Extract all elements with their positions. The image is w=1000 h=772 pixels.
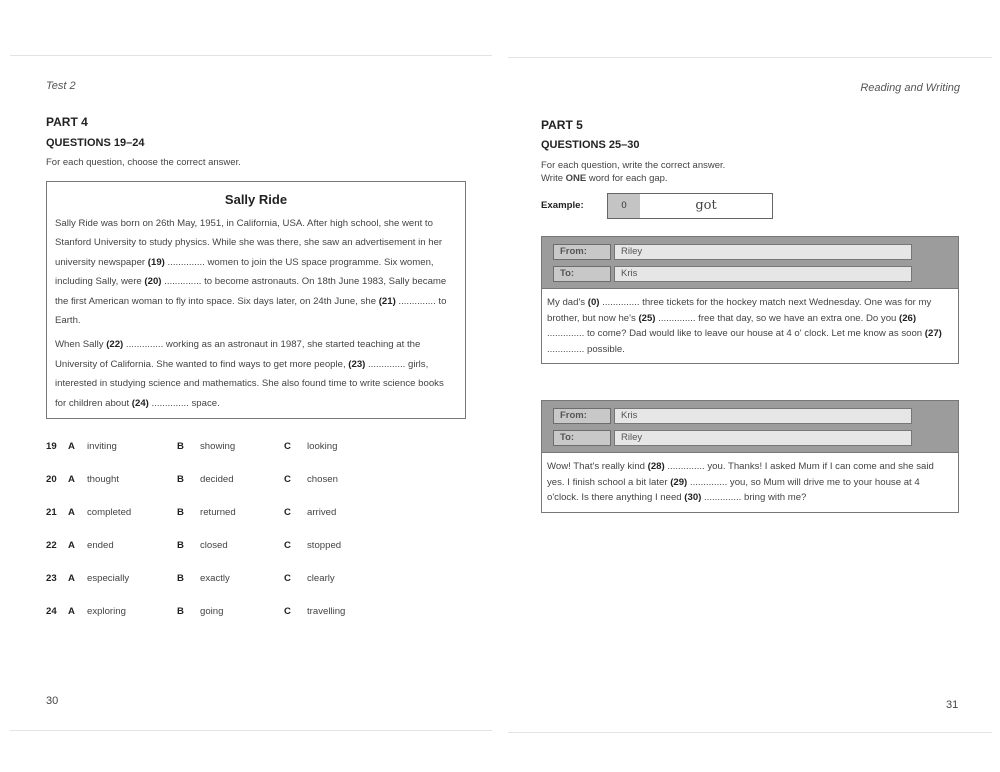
option-letter: B [177, 540, 184, 551]
question-number: 24 [46, 606, 57, 617]
running-head: Reading and Writing [860, 82, 960, 94]
option-c[interactable]: chosen [307, 474, 338, 485]
option-letter: B [177, 507, 184, 518]
option-letter: C [284, 474, 291, 485]
from-label: From: [553, 244, 611, 260]
passage-text: .............. to Earth. [55, 295, 447, 327]
instruction: For each question, write the correct answer. [541, 160, 726, 171]
question-number: 20 [46, 474, 57, 485]
option-letter: A [68, 573, 75, 584]
email-kris-to-riley [541, 400, 959, 513]
page-number: 30 [46, 695, 59, 707]
option-letter: C [284, 540, 291, 551]
gap-number: (27) [924, 328, 942, 340]
instruction-text: word for each gap. [586, 173, 668, 184]
gap-number: (30) [684, 492, 702, 504]
option-letter: A [68, 441, 75, 452]
instruction [541, 173, 668, 184]
to-label: To: [553, 430, 611, 446]
option-row [46, 606, 466, 639]
gap-number: (29) [670, 476, 688, 488]
option-c[interactable]: clearly [307, 573, 335, 584]
option-row [46, 441, 466, 474]
passage-title: Sally Ride [224, 192, 288, 207]
option-letter: A [68, 540, 75, 551]
reading-passage [46, 181, 466, 419]
option-row [46, 573, 466, 606]
option-b[interactable]: going [200, 606, 224, 617]
question-number: 23 [46, 573, 57, 584]
question-number: 21 [46, 507, 57, 518]
to-field: Kris [614, 266, 912, 282]
email-text: .............. possible. [547, 343, 625, 355]
gap-number: (0) [587, 297, 600, 308]
option-letter: B [177, 474, 184, 485]
option-a[interactable]: inviting [87, 441, 117, 452]
option-c[interactable]: looking [307, 441, 338, 452]
email-body [542, 453, 958, 512]
option-letter: A [68, 507, 75, 518]
option-letter: A [68, 606, 75, 617]
passage-text: .............. women to join the US space programme. Six women, including Sally, were [55, 256, 434, 288]
passage-text: When Sally [55, 339, 107, 351]
passage-text: .............. working as an astronaut in 1987, she started teaching at the University of California. She wanted to find ways to get more people, [55, 339, 421, 370]
option-a[interactable]: completed [87, 507, 132, 518]
instruction-emphasis: ONE [565, 173, 587, 184]
bottom-rule [10, 730, 492, 731]
passage-paragraph [55, 335, 457, 413]
example-box [607, 193, 773, 219]
instruction-text: Write [541, 173, 566, 184]
passage-text: .............. to become astronauts. On 18th June 1983, Sally became the first American woman to fly into space. Six days later, on 24th June, she [55, 276, 447, 307]
bottom-rule [508, 732, 992, 733]
passage-text: .............. girls, interested in studying science and mathematics. She also found time to write science books for children about [55, 358, 444, 409]
from-label: From: [553, 408, 611, 424]
option-letter: C [284, 441, 291, 452]
gap-number: (25) [638, 312, 656, 324]
passage-text: Sally Ride was born on 26th May, 1951, in California, USA. After high school, she went to Stanford University to study physics. While she was there, she saw an advertisement in her university newspaper [55, 218, 443, 268]
email-text: My dad's [547, 297, 588, 308]
gap-number: (22) [106, 339, 124, 351]
email-header [542, 237, 958, 289]
email-body [542, 289, 958, 363]
questions-title: QUESTIONS 25–30 [541, 139, 640, 151]
top-rule [508, 57, 992, 58]
option-a[interactable]: especially [87, 573, 130, 584]
email-text: Wow! That's really kind [547, 461, 648, 472]
gap-number: (19) [147, 256, 165, 268]
email-riley-to-kris [541, 236, 959, 364]
option-c[interactable]: stopped [307, 540, 342, 551]
option-letter: C [284, 606, 291, 617]
part-title: PART 4 [46, 115, 88, 129]
questions-title: QUESTIONS 19–24 [46, 137, 145, 149]
option-row [46, 474, 466, 507]
gap-number: (20) [144, 276, 162, 288]
option-letter: C [284, 507, 291, 518]
example-label: Example: [541, 200, 584, 211]
option-b[interactable]: closed [200, 540, 228, 551]
option-letter: A [68, 474, 75, 485]
option-b[interactable]: decided [200, 474, 234, 485]
gap-number: (21) [378, 295, 396, 307]
email-header [542, 401, 958, 453]
email-text: .............. free that day, so we have an extra one. Do you [655, 312, 900, 324]
option-letter: C [284, 573, 291, 584]
instruction: For each question, choose the correct answer. [46, 157, 241, 168]
passage-paragraph [55, 214, 457, 330]
from-field: Kris [614, 408, 912, 424]
passage-text: .............. space. [148, 397, 220, 409]
option-a[interactable]: exploring [87, 606, 126, 617]
email-text: .............. three tickets for the hockey match next Wednesday. One was for my brother, but now he's [547, 297, 932, 324]
option-row [46, 540, 466, 573]
to-label: To: [553, 266, 611, 282]
option-a[interactable]: thought [87, 474, 120, 485]
option-letter: B [177, 573, 184, 584]
option-row [46, 507, 466, 540]
right-page [500, 0, 1000, 772]
example-number: 0 [608, 194, 640, 218]
question-number: 19 [46, 441, 57, 452]
option-b[interactable]: showing [200, 441, 236, 452]
gap-number: (28) [647, 461, 665, 472]
example-answer: got [695, 198, 717, 213]
option-letter: B [177, 606, 184, 617]
email-text: .............. you. Thanks! I asked Mum if I can come and she said yes. I finish school a bit later [547, 461, 934, 488]
to-field: Riley [614, 430, 912, 446]
email-text: .............. to come? Dad would like to leave our house at 4 o' clock. Let me know as soon [547, 328, 925, 340]
option-letter: B [177, 441, 184, 452]
option-c[interactable]: travelling [307, 606, 346, 617]
gap-number: (23) [348, 358, 366, 370]
page-number: 31 [946, 699, 959, 711]
option-b[interactable]: exactly [200, 573, 230, 584]
option-a[interactable]: ended [87, 540, 114, 551]
from-field: Riley [614, 244, 912, 260]
email-text: .............. bring with me? [701, 492, 807, 504]
option-b[interactable]: returned [200, 507, 236, 518]
gap-number: (26) [899, 312, 917, 324]
top-rule [10, 55, 492, 56]
option-c[interactable]: arrived [307, 507, 337, 518]
gap-number: (24) [131, 397, 149, 409]
question-number: 22 [46, 540, 57, 551]
email-text: .............. you, so Mum will drive me to your house at 4 o'clock. Is there anything I need [547, 476, 920, 504]
answer-options [46, 441, 466, 639]
part-title: PART 5 [541, 118, 583, 132]
running-head: Test 2 [46, 80, 76, 92]
